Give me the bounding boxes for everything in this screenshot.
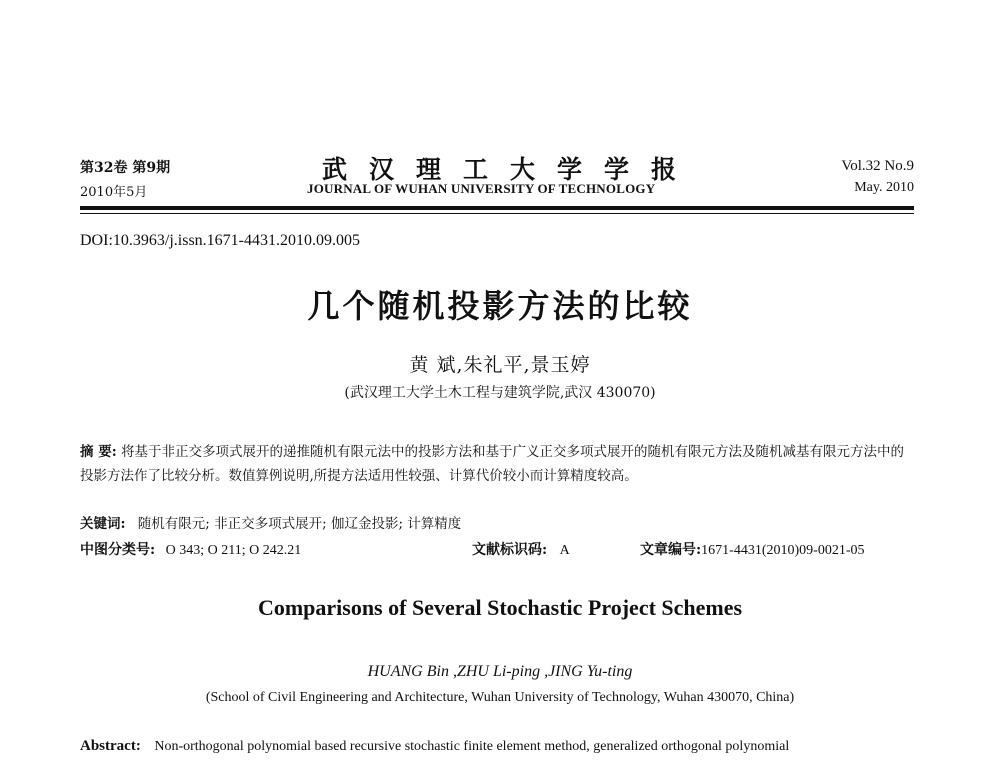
clc-number — [80, 539, 301, 559]
abstract-cn-text: 将基于非正交多项式展开的递推随机有限元法中的投影方法和基于广义正交多项式展开的随机有限元方法及随机减基有限元方法中的投影方法作了比较分析。数值算例说明,所提方法适用性较强、计算代价较小而计算精度较高。 — [80, 444, 904, 484]
doi: DOI:10.3963/j.issn.1671-4431.2010.09.005 — [80, 232, 360, 249]
keywords-cn — [80, 512, 461, 532]
authors-cn: 黄 斌,朱礼平,景玉婷 — [409, 354, 591, 376]
affiliation-cn: (武汉理工大学土木工程与建筑学院,武汉 430070) — [344, 385, 656, 401]
header-rule-thin — [80, 213, 914, 214]
volume-issue-en: Vol.32 No.9 — [841, 158, 914, 174]
abstract-en — [80, 738, 789, 755]
paper-title-cn: 几个随机投影方法的比较 — [307, 287, 693, 325]
paper-title-en: Comparisons of Several Stochastic Project Schemes — [257, 595, 743, 620]
document-code — [472, 539, 570, 559]
authors-en: HUANG Bin ,ZHU Li-ping ,JING Yu-ting — [367, 663, 633, 680]
article-number — [640, 539, 864, 559]
doc-code-value: A — [559, 543, 570, 558]
doc-code-label: 文献标识码: — [472, 542, 548, 558]
date-en: May. 2010 — [854, 180, 914, 195]
abstract-en-label: Abstract: — [80, 738, 141, 754]
volume-issue-cn: 第32卷 第9期 — [80, 160, 171, 176]
date-cn: 2010年5月 — [80, 185, 148, 200]
clc-value: O 343; O 211; O 242.21 — [165, 543, 302, 558]
journal-title-cn: 武汉理工大学学报 — [322, 155, 699, 184]
abstract-cn — [80, 440, 910, 488]
header-rule-thick — [80, 206, 914, 210]
article-no-label: 文章编号: — [640, 542, 702, 558]
journal-title-en: JOURNAL OF WUHAN UNIVERSITY OF TECHNOLOGY — [307, 181, 656, 196]
clc-label: 中图分类号: — [80, 542, 156, 558]
keywords-cn-text: 随机有限元; 非正交多项式展开; 伽辽金投影; 计算精度 — [137, 516, 462, 532]
article-no-value: 1671-4431(2010)09-0021-05 — [701, 543, 865, 558]
keywords-cn-label: 关键词: — [80, 516, 126, 532]
affiliation-en: (School of Civil Engineering and Architecture, Wuhan University of Technology, Wuhan 430070, China) — [205, 690, 795, 705]
abstract-en-text: Non-orthogonal polynomial based recursive stochastic finite element method, generalized orthogonal polynomial — [154, 739, 790, 754]
abstract-cn-label: 摘 要: — [80, 444, 117, 460]
